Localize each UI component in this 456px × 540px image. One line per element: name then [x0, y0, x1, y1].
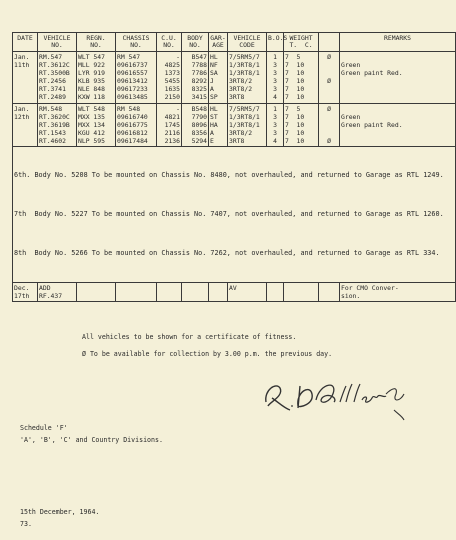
table-row	[13, 147, 456, 283]
table-row	[13, 52, 456, 104]
note-line: 6th. Body No. 5208 To be mounted on Chassis No. 8480, not overhauled, and returned to Garage as RTL 1249.	[14, 171, 444, 180]
body-mounting-notes	[13, 147, 456, 283]
block-marker: Ø Ø	[319, 52, 340, 104]
header-bos: B.O.S	[267, 33, 284, 52]
divisions-label: 'A', 'B', 'C' and Country Divisions.	[20, 436, 163, 444]
block-regns: WLT 548 MXX 135 MXX 134 KGU 412 NLP 595	[77, 103, 116, 146]
block-body: B547 7788 7786 8292 8325 3415	[182, 52, 209, 104]
footer-date: Dec. 17th	[13, 283, 38, 302]
block-vehicles: RM.548 RT.3620C RT.3619B RT.1543 RT.4602	[38, 103, 77, 146]
block-regns: WLT 547 MLL 922 LYR 919 KLB 935 NLE 848 KXW 118	[77, 52, 116, 104]
header-remarks: REMARKS	[340, 33, 456, 52]
note-line: 8th Body No. 5266 To be mounted on Chassis No. 7262, not overhauled, and returned to Garage as RTL 334.	[14, 249, 440, 258]
block-bos: 1 3 3 3 4	[267, 103, 284, 146]
header-marker	[319, 33, 340, 52]
block-cu: - 4825 1373 5455 1635 2150	[157, 52, 182, 104]
block-body: B548 7790 8096 8356 5294	[182, 103, 209, 146]
footer-remarks: For CMO Conver- sion.	[340, 283, 456, 302]
block-garage: HL ST HA A E	[209, 103, 228, 146]
vehicle-schedule-table	[12, 32, 456, 302]
block-marker: Ø Ø	[319, 103, 340, 146]
header-vehicle-code: VEHICLE CODE	[228, 33, 267, 52]
block-chassis: RM 547 09616737 09616557 09613412 09617233 09613485	[116, 52, 157, 104]
block-remarks: Green Green paint Red.	[340, 103, 456, 146]
block-vehicles: RM.547 RT.3612C RT.3500B RT.2456 RT.3741 RT.2489	[38, 52, 77, 104]
header-vehicle-no: VEHICLE NO.	[38, 33, 77, 52]
block-weight: 7 5 7 10 7 10 7 10 7 10 7 10	[284, 52, 319, 104]
header-date: DATE	[13, 33, 38, 52]
block-date: Jan. 11th	[13, 52, 38, 104]
block-chassis: RM 548 09616740 09616775 09616812 09617484	[116, 103, 157, 146]
block-date: Jan. 12th	[13, 103, 38, 146]
schedule-label: Schedule 'F'	[20, 424, 68, 432]
header-regn-no: REGN. NO.	[77, 33, 116, 52]
block-code: 7/5RM5/7 1/3RT8/1 1/3RT8/1 3RT8/2 3RT8	[228, 103, 267, 146]
block-garage: HL NF SA J A SP	[209, 52, 228, 104]
table-header-row	[13, 33, 456, 52]
block-cu: - 4821 1745 2116 2136	[157, 103, 182, 146]
table-row	[13, 283, 456, 302]
note-line: 7th Body No. 5227 To be mounted on Chassis No. 7407, not overhauled, and returned to Garage as RTL 1260.	[14, 210, 444, 219]
header-weight: WEIGHT T. C.	[284, 33, 319, 52]
footer-vehicle: ADD RF.437	[38, 283, 77, 302]
document-reference: 73.	[20, 520, 32, 528]
header-body-no: BODY NO.	[182, 33, 209, 52]
header-chassis-no: CHASSIS NO.	[116, 33, 157, 52]
block-remarks: Green Green paint Red.	[340, 52, 456, 104]
issue-date: 15th December, 1964.	[20, 508, 100, 516]
fitness-note: All vehicles to be shown for a certificate of fitness.	[82, 333, 297, 341]
block-bos: 1 3 3 3 3 4	[267, 52, 284, 104]
header-garage: GAR- AGE	[209, 33, 228, 52]
header-cu-no: C.U. NO.	[157, 33, 182, 52]
signature-image	[258, 372, 408, 422]
block-weight: 7 5 7 10 7 10 7 10 7 10	[284, 103, 319, 146]
table-row	[13, 103, 456, 146]
collection-note: Ø To be available for collection by 3.00 p.m. the previous day.	[82, 350, 333, 358]
footer-code: AV	[228, 283, 267, 302]
block-code: 7/5RM5/7 1/3RT8/1 1/3RT8/1 3RT8/2 3RT8/2 3RT8	[228, 52, 267, 104]
